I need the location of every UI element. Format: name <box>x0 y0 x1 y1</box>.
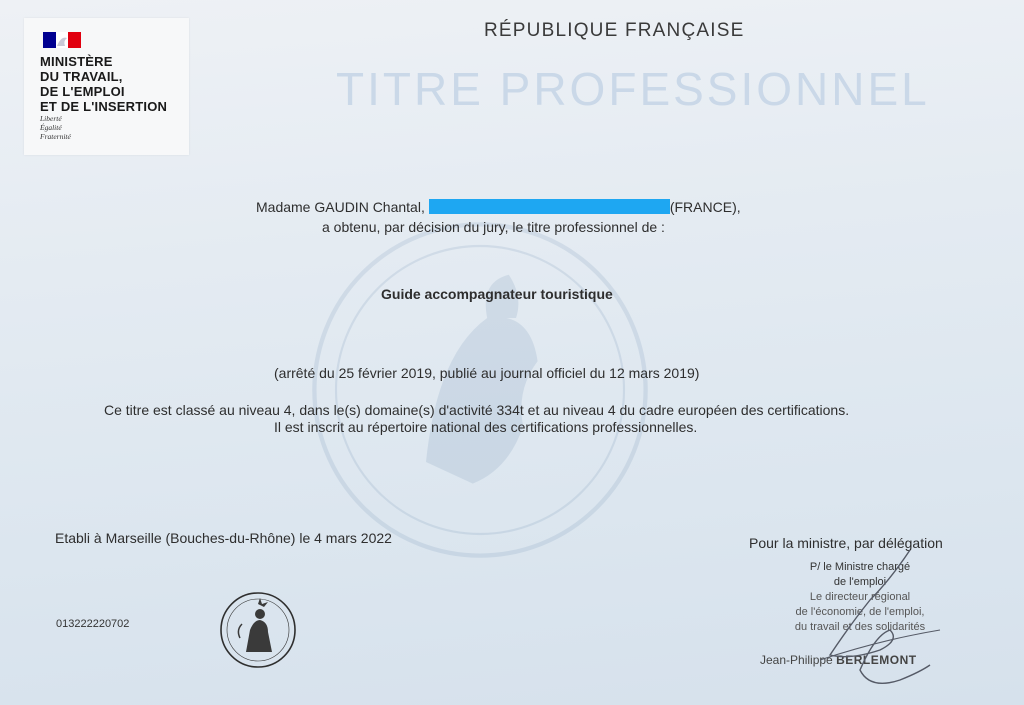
signatory-line: de l'emploi <box>833 576 887 588</box>
certification-title: Guide accompagnateur touristique <box>381 286 613 302</box>
signatory-line: Le directeur régional <box>809 591 911 603</box>
republique-heading: RÉPUBLIQUE FRANÇAISE <box>484 20 745 41</box>
delegation-text: Pour la ministre, par délégation <box>749 535 943 551</box>
official-stamp-icon <box>218 590 298 670</box>
signatory-first-name: Jean-Philippe <box>760 653 833 667</box>
registry-text: Il est inscrit au répertoire national des certifications professionnelles. <box>274 419 698 435</box>
issue-place-date: Etabli à Marseille (Bouches-du-Rhône) le 4 mars 2022 <box>55 530 392 546</box>
ministry-name <box>40 54 167 114</box>
classification-text: Ce titre est classé au niveau 4, dans le(s) domaine(s) d'activité 334t et au niveau 4 du cadre européen des certifications. <box>104 402 850 418</box>
holder-line <box>256 199 741 215</box>
signatory-line: du travail et des solidarités <box>794 621 926 633</box>
motto-line: Fraternité <box>40 132 71 141</box>
ministry-line: ET DE L'INSERTION <box>40 99 168 114</box>
redaction-bar <box>429 199 670 214</box>
marianne-watermark-icon <box>300 210 660 570</box>
signatory-line: P/ le Ministre chargé <box>809 561 911 573</box>
handwritten-signature <box>790 540 960 700</box>
motto-line: Égalité <box>40 123 62 132</box>
document-title: TITRE PROFESSIONNEL <box>336 63 930 115</box>
signatory-line: de l'économie, de l'emploi, <box>795 606 925 618</box>
arrete-text: (arrêté du 25 février 2019, publié au journal officiel du 12 mars 2019) <box>274 365 700 381</box>
obtenu-text: a obtenu, par décision du jury, le titre professionnel de : <box>322 219 665 235</box>
ministry-logo <box>24 18 189 155</box>
signatory-last-name: BERLEMONT <box>836 653 917 667</box>
ministry-line: DU TRAVAIL, <box>40 69 123 84</box>
republic-motto <box>40 114 71 141</box>
holder-country: (FRANCE), <box>669 199 741 215</box>
ministry-line: DE L'EMPLOI <box>40 84 125 99</box>
marianne-flag-icon <box>43 32 81 48</box>
ministry-line: MINISTÈRE <box>40 54 113 69</box>
holder-name: Madame GAUDIN Chantal, <box>256 199 425 215</box>
motto-line: Liberté <box>40 114 62 123</box>
certificate-number: 013222220702 <box>56 618 130 630</box>
